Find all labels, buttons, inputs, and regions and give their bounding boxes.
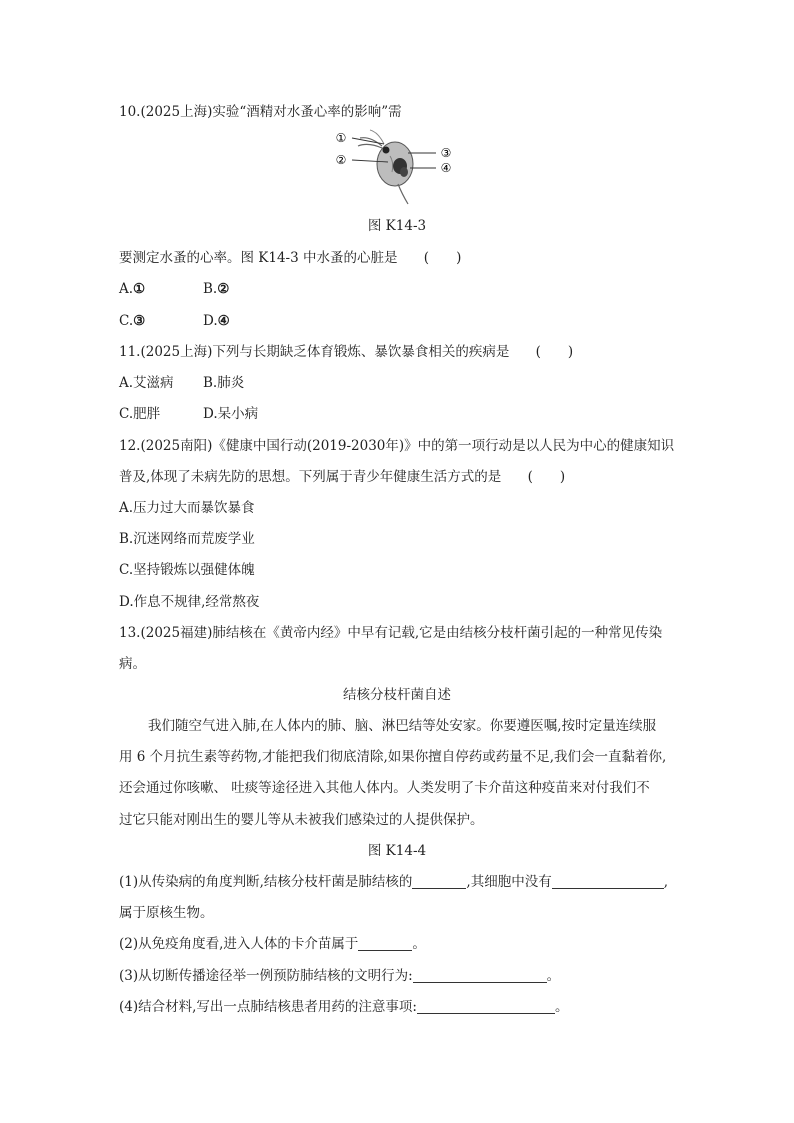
sub4-text: (4)结合材料,写出一点肺结核患者用药的注意事项: [119, 999, 417, 1015]
option-text: 艾滋病 [133, 375, 174, 391]
sub1-text-a: (1)从传染病的角度判断,结核分枝杆菌是肺结核的 [119, 874, 413, 890]
answer-blank[interactable] [552, 874, 664, 889]
option-letter: C. [119, 313, 134, 329]
figure-label-2: ② [335, 153, 347, 167]
q10-option-a [119, 280, 145, 298]
option-letter: B. [203, 281, 218, 297]
q13-sub1-line1 [119, 873, 668, 891]
sub3-end: 。 [546, 968, 561, 984]
passage-line-3: 还会通过你咳嗽、 吐痰等途径进入其他人体内。人类发明了卡介苗这种疫苗来对付我们不 [119, 780, 650, 796]
q11-option-a [119, 374, 174, 392]
option-text: 肥胖 [133, 406, 161, 422]
q10-answer-bracket: ( ) [423, 250, 462, 266]
sub3-text: (3)从切断传播途径举一例预防肺结核的文明行为: [119, 968, 413, 984]
q11-stem-line [119, 343, 573, 361]
sub2-text: (2)从免疫角度看,进入人体的卡介苗属于 [119, 936, 359, 952]
q13-stem-line2: 病。 [119, 656, 146, 672]
option-text: 呆小病 [217, 406, 259, 422]
option-letter: A. [119, 375, 134, 391]
q12-stem-line1: 12.(2025南阳)《健康中国行动(2019-2030年)》中的第一项行动是以人民为中心的健康知识 [119, 438, 675, 454]
q10-stem-line2 [119, 249, 461, 267]
option-letter: A. [119, 281, 134, 297]
passage-line-1: 我们随空气进入肺,在人体内的肺、脑、淋巴结等处安家。你要遵医嘱,按时定量连续服 [148, 718, 657, 734]
option-text: ② [217, 281, 230, 297]
q11-option-c [119, 405, 160, 423]
figure-label-4: ④ [440, 161, 452, 175]
q11-answer-bracket: ( ) [535, 344, 574, 360]
answer-blank[interactable] [412, 874, 466, 889]
q13-sub3 [119, 967, 560, 985]
figure-caption-k14-3: 图 K14-3 [367, 218, 427, 234]
q13-sub4 [119, 998, 568, 1016]
q12-option-b: B.沉迷网络而荒废学业 [119, 531, 255, 547]
q11-option-d [203, 405, 258, 423]
q13-stem-line1: 13.(2025福建)肺结核在《黄帝内经》中早有记载,它是由结核分枝杆菌引起的一种常见传染 [119, 625, 663, 641]
q13-sub2 [119, 935, 426, 953]
option-letter: C. [119, 406, 134, 422]
answer-blank[interactable] [358, 936, 412, 951]
q13-sub1-line2: 属于原核生物。 [119, 905, 214, 921]
option-text: ④ [217, 313, 230, 329]
daphnia-figure [330, 128, 470, 208]
option-letter: D. [203, 313, 218, 329]
passage-line-4: 过它只能对刚出生的婴儿等从未被我们感染过的人提供保护。 [119, 812, 484, 828]
option-text: 肺炎 [217, 375, 245, 391]
option-text: ① [133, 281, 146, 297]
sub4-end: 。 [554, 999, 569, 1015]
figure-label-1: ① [335, 131, 347, 145]
sub1-text-b: ,其细胞中没有 [466, 874, 552, 890]
q10-stem-text: 要测定水蚤的心率。图 K14-3 中水蚤的心脏是 [119, 250, 398, 266]
q10-stem-line1: 10.(2025上海)实验“酒精对水蚤心率的影响”需 [119, 104, 402, 120]
figure-caption-k14-4: 图 K14-4 [367, 843, 427, 859]
passage-line-2: 用 6 个月抗生素等药物,才能把我们彻底清除,如果你擅自停药或药量不足,我们会一直黏着你, [119, 749, 667, 765]
passage-title: 结核分枝杆菌自述 [343, 687, 451, 703]
q10-option-c [119, 312, 145, 330]
q11-stem-text: 11.(2025上海)下列与长期缺乏体育锻炼、暴饮暴食相关的疾病是 [119, 344, 510, 360]
q12-option-c: C.坚持锻炼以强健体魄 [119, 562, 255, 578]
q12-answer-bracket: ( ) [527, 469, 566, 485]
answer-blank[interactable] [417, 999, 555, 1014]
q11-option-b [203, 374, 244, 392]
q12-stem-line2 [119, 468, 565, 486]
sub1-text-c: , [663, 874, 669, 890]
figure-label-3: ③ [440, 146, 452, 160]
q10-option-d [203, 312, 230, 330]
sub2-end: 。 [412, 936, 426, 952]
option-text: ③ [133, 313, 146, 329]
q12-option-a: A.压力过大而暴饮暴食 [119, 500, 255, 516]
q12-stem-text: 普及,体现了未病先防的思想。下列属于青少年健康生活方式的是 [119, 469, 502, 485]
q10-option-b [203, 280, 229, 298]
answer-blank[interactable] [413, 968, 547, 983]
option-letter: D. [203, 406, 218, 422]
q12-option-d: D.作息不规律,经常熬夜 [119, 594, 260, 610]
option-letter: B. [203, 375, 218, 391]
